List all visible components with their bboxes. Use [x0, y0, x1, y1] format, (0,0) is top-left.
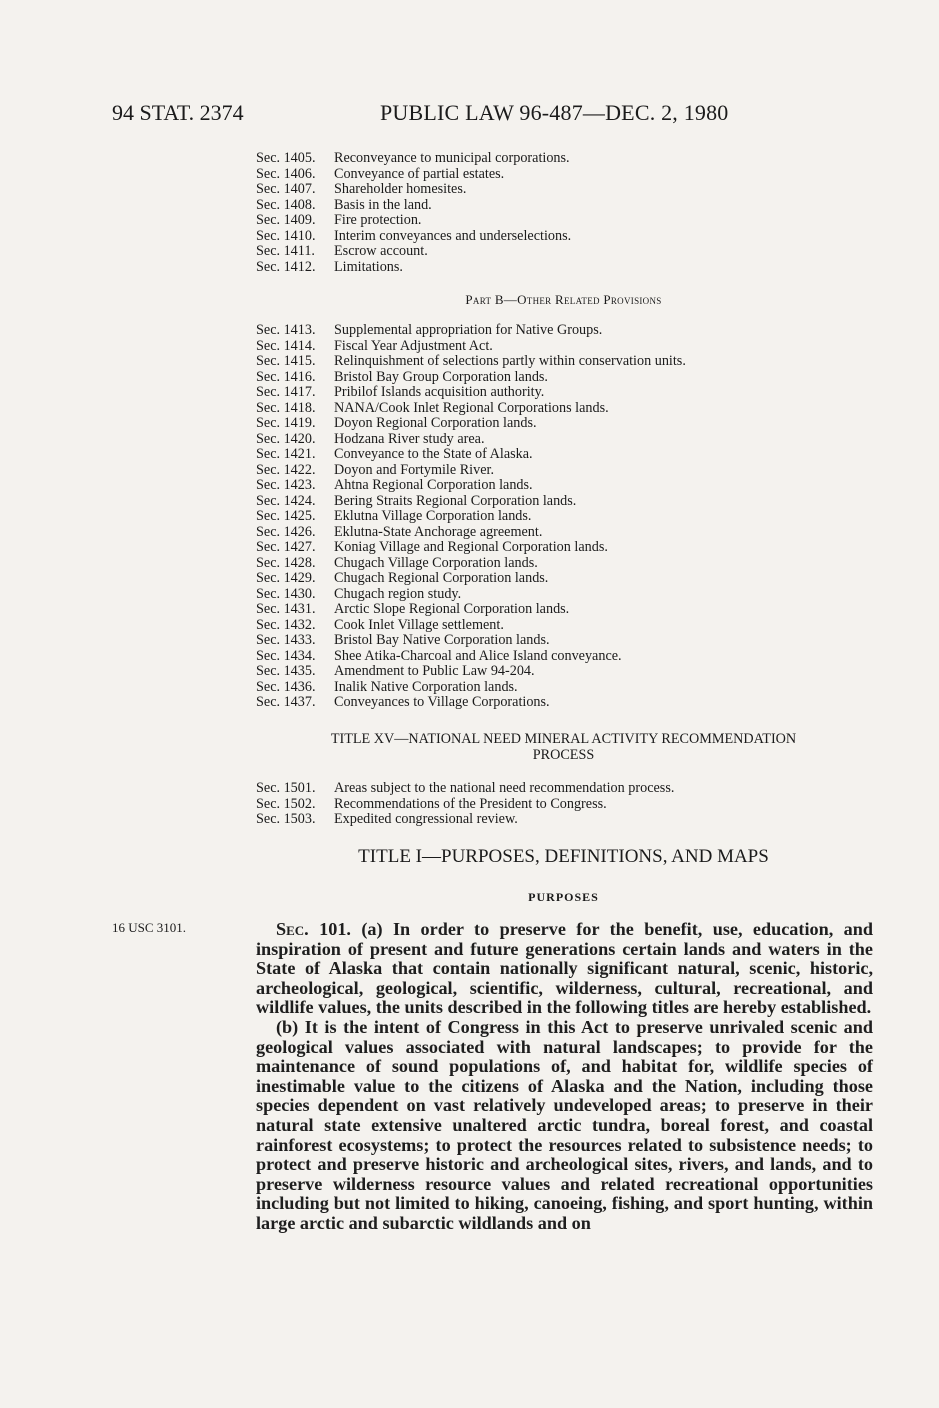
toc-section-number: Sec. 1405. [256, 150, 316, 166]
toc-section-number: Sec. 1410. [256, 227, 316, 244]
toc-section-title: Conveyances to Village Corporations. [334, 694, 550, 710]
toc-section-number: Sec. 1427. [256, 539, 316, 555]
toc-row [256, 385, 876, 401]
toc-section-number: Sec. 1437. [256, 694, 316, 710]
toc-section-title: Pribilof Islands acquisition authority. [334, 384, 545, 400]
toc-row [256, 151, 876, 167]
toc-section-title: Cook Inlet Village settlement. [334, 616, 504, 633]
toc-row [256, 354, 876, 370]
toc-section-title: Reconveyance to municipal corporations. [334, 150, 570, 166]
toc-section-number: Sec. 1413. [256, 322, 316, 338]
toc-row [256, 540, 876, 556]
toc-row [256, 244, 876, 260]
paragraph-a: Sec. 101. (a) In order to preserve for the benefit, use, education, and inspiration of present and future generations certain lands and waters in the State of Alaska that contain nationally significant natural, scenic, historic, archeological, geological, scientific, wilderness, cultural, recreational, and wildlife values, the units described in the following titles are hereby established. [256, 919, 873, 1018]
toc-section-title: Chugach region study. [334, 585, 462, 602]
toc-section-number: Sec. 1424. [256, 492, 316, 509]
toc-row [256, 797, 876, 813]
page-header [112, 100, 839, 130]
statute-page-number: 94 STAT. 2374 [112, 100, 244, 125]
toc-row [256, 525, 876, 541]
toc-section-number: Sec. 1409. [256, 212, 316, 228]
toc-row [256, 664, 876, 680]
toc-section-number: Sec. 1425. [256, 508, 316, 524]
toc-section-number: Sec. 1430. [256, 585, 316, 602]
toc-title-xv [256, 781, 876, 828]
toc-section-number: Sec. 1411. [256, 243, 315, 259]
toc-section-number: Sec. 1421. [256, 446, 316, 462]
toc-section-title: Koniag Village and Regional Corporation lands. [334, 539, 608, 555]
toc-section-title: Doyon and Fortymile River. [334, 461, 494, 478]
toc-section-title: Arctic Slope Regional Corporation lands. [334, 601, 570, 617]
toc-section-title: Eklutna-State Anchorage agreement. [334, 523, 543, 540]
toc-section-title: Doyon Regional Corporation lands. [334, 415, 537, 431]
toc-section-title: Supplemental appropriation for Native Groups. [334, 322, 603, 338]
toc-section-title: Interim conveyances and underselections. [334, 227, 572, 244]
toc-row [256, 812, 876, 828]
toc-row [256, 167, 876, 183]
toc-section-number: Sec. 1433. [256, 632, 316, 648]
toc-section-number: Sec. 1415. [256, 353, 316, 369]
toc-row [256, 478, 876, 494]
toc-section-number: Sec. 1418. [256, 399, 316, 416]
toc-row [256, 633, 876, 649]
toc-section-number: Sec. 1436. [256, 678, 316, 695]
toc-row [256, 649, 876, 665]
toc-section-number: Sec. 1419. [256, 415, 316, 431]
toc-section-number: Sec. 1426. [256, 523, 316, 540]
purposes-heading: PURPOSES [528, 890, 599, 904]
toc-row [256, 602, 876, 618]
toc-section-title: Shee Atika-Charcoal and Alice Island conveyance. [334, 647, 622, 664]
toc-section-number: Sec. 1407. [256, 181, 316, 197]
toc-section-number: Sec. 1429. [256, 570, 316, 586]
toc-section-title: Bristol Bay Group Corporation lands. [334, 368, 548, 385]
toc-section-number: Sec. 1422. [256, 461, 316, 478]
toc-section-title: Fire protection. [334, 212, 422, 228]
toc-row [256, 401, 876, 417]
toc-row [256, 213, 876, 229]
toc-section-number: Sec. 1501. [256, 780, 316, 796]
toc-section-number: Sec. 1435. [256, 663, 316, 679]
toc-section-title: NANA/Cook Inlet Regional Corporations lands. [334, 399, 609, 416]
title-i-heading: TITLE I—PURPOSES, DEFINITIONS, AND MAPS [358, 846, 769, 867]
toc-section-number: Sec. 1406. [256, 165, 316, 182]
toc-row [256, 323, 876, 339]
toc-section-title: Bering Straits Regional Corporation lands. [334, 492, 577, 509]
toc-section-title: Amendment to Public Law 94-204. [334, 663, 535, 679]
toc-section-title: Inalik Native Corporation lands. [334, 678, 518, 695]
toc-section-title: Expedited congressional review. [334, 811, 518, 827]
toc-row [256, 509, 876, 525]
toc-section-number: Sec. 1502. [256, 795, 316, 812]
toc-section-title: Recommendations of the President to Congress. [334, 795, 607, 812]
public-law-title: PUBLIC LAW 96-487—DEC. 2, 1980 [380, 100, 729, 125]
toc-row [256, 229, 876, 245]
toc-section-number: Sec. 1431. [256, 601, 316, 617]
toc-section-title: Conveyance of partial estates. [334, 165, 505, 182]
toc-section-number: Sec. 1503. [256, 811, 316, 827]
toc-section-number: Sec. 1417. [256, 384, 316, 400]
toc-row [256, 198, 876, 214]
toc-section-number: Sec. 1416. [256, 368, 316, 385]
toc-section-title: Escrow account. [334, 243, 428, 259]
toc-section-number: Sec. 1434. [256, 647, 316, 664]
toc-row [256, 587, 876, 603]
toc-row [256, 781, 876, 797]
toc-row [256, 432, 876, 448]
paragraph-b: (b) It is the intent of Congress in this Act to preserve unrivaled scenic and geological values associated with natural landscapes; to provide for the maintenance of sound populations of, and habitat for, wildlife species of inestimable value to the citizens of Alaska and the Nation, including those species dependent on vast relatively undeveloped areas; to preserve in their natural state extensive unaltered arctic tundra, boreal forest, and coastal rainforest ecosystems; to protect the resources related to subsistence needs; to protect and preserve historic and archeological sites, rivers, and lands, and to preserve wilderness resource values and related recreational opportunities including but not limited to hiking, canoeing, fishing, and sport hunting, within large arctic and subarctic wildlands and on [256, 1016, 873, 1233]
toc-part-b [256, 323, 876, 711]
toc-row [256, 680, 876, 696]
toc-section-title: Chugach Regional Corporation lands. [334, 570, 549, 586]
toc-section-number: Sec. 1420. [256, 430, 316, 447]
toc-section-title: Ahtna Regional Corporation lands. [334, 477, 533, 493]
toc-row [256, 416, 876, 432]
toc-section-number: Sec. 1408. [256, 196, 316, 213]
toc-part-a [256, 151, 876, 275]
toc-section-number: Sec. 1423. [256, 477, 316, 493]
toc-section-title: Fiscal Year Adjustment Act. [334, 337, 493, 354]
toc-section-title: Chugach Village Corporation lands. [334, 554, 538, 571]
toc-section-title: Conveyance to the State of Alaska. [334, 446, 533, 462]
toc-section-title: Eklutna Village Corporation lands. [334, 508, 532, 524]
usc-margin-note: 16 USC 3101. [112, 920, 187, 935]
toc-row [256, 695, 876, 711]
toc-section-number: Sec. 1428. [256, 554, 316, 571]
toc-section-title: Relinquishment of selections partly within conservation units. [334, 353, 686, 369]
toc-row [256, 260, 876, 276]
part-b-heading: Part B—Other Related Provisions [465, 292, 662, 307]
toc-row [256, 339, 876, 355]
toc-row [256, 370, 876, 386]
toc-section-title: Limitations. [334, 258, 403, 275]
toc-section-number: Sec. 1412. [256, 258, 316, 275]
section-101-text [256, 920, 873, 1234]
title-xv-heading: TITLE XV—NATIONAL NEED MINERAL ACTIVITY RECOMMENDATION PROCESS [330, 731, 797, 763]
toc-section-number: Sec. 1414. [256, 337, 316, 354]
toc-row [256, 618, 876, 634]
toc-section-title: Basis in the land. [334, 196, 432, 213]
toc-row [256, 447, 876, 463]
toc-section-title: Areas subject to the national need recommendation process. [334, 780, 675, 796]
toc-row [256, 182, 876, 198]
toc-section-number: Sec. 1432. [256, 616, 316, 633]
toc-section-title: Hodzana River study area. [334, 430, 485, 447]
toc-row [256, 556, 876, 572]
toc-row [256, 494, 876, 510]
toc-row [256, 463, 876, 479]
toc-row [256, 571, 876, 587]
toc-section-title: Shareholder homesites. [334, 181, 467, 197]
toc-section-title: Bristol Bay Native Corporation lands. [334, 632, 550, 648]
